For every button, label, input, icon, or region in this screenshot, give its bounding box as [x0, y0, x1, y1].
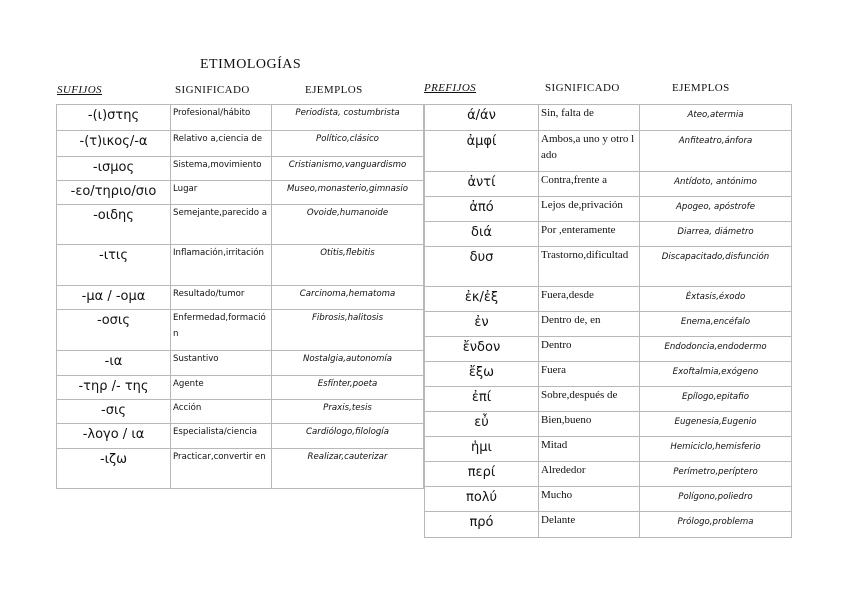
prefix-meaning: Ambos,a uno y otro lado [539, 131, 640, 172]
prefix-term: δυσ [425, 247, 539, 287]
prefix-term: ἔνδον [425, 337, 539, 362]
prefix-meaning: Dentro de, en [539, 312, 640, 337]
suffix-row [57, 131, 424, 157]
suffix-meaning: Lugar [171, 181, 272, 205]
prefixes-table [424, 104, 792, 538]
suffix-meaning: Sustantivo [171, 351, 272, 376]
suffix-term: -σις [57, 400, 171, 424]
suffix-examples: Político,clásico [272, 131, 424, 157]
suffix-row [57, 424, 424, 449]
suffix-meaning: Resultado/tumor [171, 286, 272, 310]
suffix-term: -ιζω [57, 449, 171, 489]
prefix-row [425, 247, 792, 287]
prefix-term: ἀπό [425, 197, 539, 222]
prefix-row [425, 362, 792, 387]
prefix-term: ἔξω [425, 362, 539, 387]
prefix-meaning: Sobre,después de [539, 387, 640, 412]
prefix-meaning: Mitad [539, 437, 640, 462]
suffix-row [57, 205, 424, 245]
prefixes-meaning-header: SIGNIFICADO [545, 82, 620, 94]
prefix-meaning: Contra,frente a [539, 172, 640, 197]
prefix-examples: Perímetro,períptero [640, 462, 792, 487]
prefix-examples: Ateo,atermia [640, 105, 792, 131]
suffix-row [57, 286, 424, 310]
suffix-row [57, 181, 424, 205]
prefix-examples: Epílogo,epitafio [640, 387, 792, 412]
prefix-row [425, 437, 792, 462]
prefix-meaning: Dentro [539, 337, 640, 362]
suffix-term: -τηρ /- της [57, 376, 171, 400]
prefix-examples: Enema,encéfalo [640, 312, 792, 337]
prefix-meaning: Mucho [539, 487, 640, 512]
suffix-examples: Periodista, costumbrista [272, 105, 424, 131]
prefix-examples: Hemiciclo,hemisferio [640, 437, 792, 462]
prefix-term: πολύ [425, 487, 539, 512]
suffix-meaning: Practicar,convertir en [171, 449, 272, 489]
prefix-examples: Anfiteatro,ánfora [640, 131, 792, 172]
suffix-row [57, 400, 424, 424]
suffix-examples: Otitis,flebitis [272, 245, 424, 286]
suffix-examples: Fibrosis,halitosis [272, 310, 424, 351]
suffixes-meaning-header: SIGNIFICADO [175, 84, 250, 96]
suffix-meaning: Profesional/hábito [171, 105, 272, 131]
suffix-term: -ια [57, 351, 171, 376]
suffix-term: -ιτις [57, 245, 171, 286]
prefixes-header: PREFIJOS [424, 82, 477, 94]
suffix-examples: Realizar,cauterizar [272, 449, 424, 489]
suffix-meaning: Acción [171, 400, 272, 424]
prefix-row [425, 105, 792, 131]
prefix-term: διά [425, 222, 539, 247]
suffix-term: -ισμος [57, 157, 171, 181]
suffix-examples: Carcinoma,hematoma [272, 286, 424, 310]
prefix-meaning: Fuera [539, 362, 640, 387]
prefix-row [425, 197, 792, 222]
suffix-row [57, 449, 424, 489]
suffixes-table [56, 104, 424, 489]
prefix-row [425, 487, 792, 512]
suffix-term: -λογο / ια [57, 424, 171, 449]
prefix-examples: Eugenesia,Eugenio [640, 412, 792, 437]
prefix-meaning: Bien,bueno [539, 412, 640, 437]
prefix-row [425, 337, 792, 362]
suffix-term: -(ι)στης [57, 105, 171, 131]
prefix-meaning: Por ,enteramente [539, 222, 640, 247]
prefix-meaning: Alrededor [539, 462, 640, 487]
suffix-examples: Museo,monasterio,gimnasio [272, 181, 424, 205]
suffix-row [57, 376, 424, 400]
prefix-row [425, 462, 792, 487]
suffix-term: -οιδης [57, 205, 171, 245]
prefix-term: ἀντί [425, 172, 539, 197]
suffix-term: -οσις [57, 310, 171, 351]
prefix-examples: Discapacitado,disfunción [640, 247, 792, 287]
suffixes-examples-header: EJEMPLOS [305, 84, 363, 96]
prefix-term: ἐκ/ἐξ [425, 287, 539, 312]
suffix-meaning: Agente [171, 376, 272, 400]
prefix-meaning: Sin, falta de [539, 105, 640, 131]
prefix-examples: Polígono,poliedro [640, 487, 792, 512]
prefix-term: ά/άν [425, 105, 539, 131]
suffix-meaning: Enfermedad,formación [171, 310, 272, 351]
suffix-examples: Praxis,tesis [272, 400, 424, 424]
suffix-term: -(τ)ικος/-α [57, 131, 171, 157]
prefix-row [425, 312, 792, 337]
prefix-examples: Antídoto, antónimo [640, 172, 792, 197]
suffixes-header: SUFIJOS [57, 84, 102, 96]
prefix-row [425, 512, 792, 538]
prefixes-examples-header: EJEMPLOS [672, 82, 730, 94]
suffix-examples: Cardiólogo,filología [272, 424, 424, 449]
suffix-row [57, 245, 424, 286]
suffix-meaning: Sistema,movimiento [171, 157, 272, 181]
prefix-term: ἐπί [425, 387, 539, 412]
prefix-term: εὖ [425, 412, 539, 437]
suffix-term: -εο/τηριο/σιο [57, 181, 171, 205]
prefix-examples: Diarrea, diámetro [640, 222, 792, 247]
prefix-row [425, 412, 792, 437]
prefix-row [425, 172, 792, 197]
suffix-meaning: Especialista/ciencia [171, 424, 272, 449]
prefix-meaning: Delante [539, 512, 640, 538]
prefix-row [425, 131, 792, 172]
prefix-examples: Éxtasis,éxodo [640, 287, 792, 312]
prefix-examples: Endodoncia,endodermo [640, 337, 792, 362]
prefix-term: ἡμι [425, 437, 539, 462]
prefix-row [425, 287, 792, 312]
prefix-term: ἀμφί [425, 131, 539, 172]
prefix-meaning: Lejos de,privación [539, 197, 640, 222]
suffix-row [57, 105, 424, 131]
prefix-meaning: Trastorno,dificultad [539, 247, 640, 287]
prefix-row [425, 387, 792, 412]
prefix-term: πρό [425, 512, 539, 538]
suffix-examples: Esfínter,poeta [272, 376, 424, 400]
prefix-term: ἐν [425, 312, 539, 337]
suffix-examples: Nostalgia,autonomía [272, 351, 424, 376]
suffix-row [57, 310, 424, 351]
prefix-examples: Apogeo, apóstrofe [640, 197, 792, 222]
prefix-term: περί [425, 462, 539, 487]
prefix-row [425, 222, 792, 247]
suffix-meaning: Relativo a,ciencia de [171, 131, 272, 157]
page-title: ETIMOLOGÍAS [200, 57, 302, 72]
suffix-term: -μα / -ομα [57, 286, 171, 310]
prefix-examples: Exoftalmia,exógeno [640, 362, 792, 387]
suffix-meaning: Inflamación,irritación [171, 245, 272, 286]
suffix-meaning: Semejante,parecido a [171, 205, 272, 245]
suffix-examples: Cristianismo,vanguardismo [272, 157, 424, 181]
suffix-row [57, 351, 424, 376]
suffix-row [57, 157, 424, 181]
suffix-examples: Ovoide,humanoide [272, 205, 424, 245]
prefix-meaning: Fuera,desde [539, 287, 640, 312]
prefix-examples: Prólogo,problema [640, 512, 792, 538]
